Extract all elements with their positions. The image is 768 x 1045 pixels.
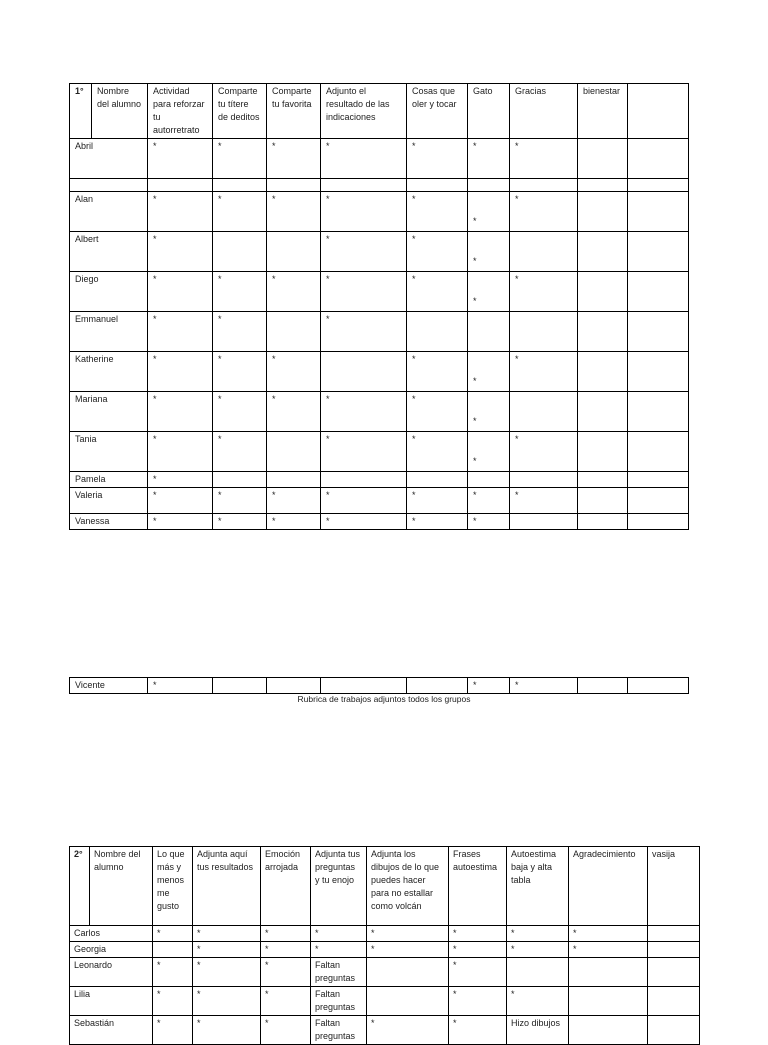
student-name: Katherine — [70, 352, 148, 392]
mark-cell — [628, 472, 689, 488]
mark-cell — [407, 472, 468, 488]
student-name: Alan — [70, 192, 148, 232]
mark-cell: * — [407, 272, 468, 312]
mark-cell: * — [510, 678, 578, 694]
mark-cell: * — [321, 232, 407, 272]
mark-cell — [628, 272, 689, 312]
column-header: Lo que más y menos me gusto — [153, 847, 193, 926]
mark-cell — [267, 312, 321, 352]
mark-cell: * — [321, 432, 407, 472]
mark-cell — [648, 958, 700, 987]
student-name: Tania — [70, 432, 148, 472]
mark-cell: * — [321, 392, 407, 432]
table-header-row — [70, 847, 700, 926]
table-row — [70, 432, 689, 472]
mark-cell — [569, 958, 648, 987]
mark-cell: * — [261, 958, 311, 987]
student-name: Lilia — [70, 987, 153, 1016]
column-header: Cosas que oler y tocar — [407, 84, 468, 139]
mark-cell — [628, 514, 689, 530]
mark-cell: * — [321, 514, 407, 530]
mark-cell: * — [468, 139, 510, 179]
mark-cell — [578, 472, 628, 488]
student-name: Pamela — [70, 472, 148, 488]
mark-cell: * — [321, 312, 407, 352]
mark-cell: * — [193, 958, 261, 987]
mark-cell — [321, 678, 407, 694]
mark-cell: Faltan preguntas — [311, 987, 367, 1016]
mark-cell — [367, 987, 449, 1016]
column-header: Frases autoestima — [449, 847, 507, 926]
mark-cell: * — [367, 1016, 449, 1045]
mark-cell: * — [407, 488, 468, 514]
mark-cell: * — [449, 958, 507, 987]
student-name: Valeria — [70, 488, 148, 514]
mark-cell — [578, 232, 628, 272]
mark-cell: * — [468, 352, 510, 392]
mark-cell: * — [407, 432, 468, 472]
mark-cell: * — [510, 432, 578, 472]
mark-cell — [510, 472, 578, 488]
mark-cell — [578, 312, 628, 352]
mark-cell — [648, 987, 700, 1016]
student-name: Albert — [70, 232, 148, 272]
mark-cell: * — [193, 942, 261, 958]
mark-cell: * — [468, 272, 510, 312]
mark-cell: * — [507, 942, 569, 958]
mark-cell — [267, 432, 321, 472]
mark-cell: * — [193, 1016, 261, 1045]
mark-cell: * — [261, 987, 311, 1016]
table-row — [70, 139, 689, 179]
column-header: Nombre del alumno — [90, 847, 153, 926]
mark-cell: * — [321, 488, 407, 514]
mark-cell: * — [569, 926, 648, 942]
mark-cell: * — [507, 987, 569, 1016]
mark-cell: * — [367, 926, 449, 942]
mark-cell — [407, 678, 468, 694]
mark-cell: * — [407, 352, 468, 392]
table-row — [70, 1016, 700, 1045]
table-caption: Rubrica de trabajos adjuntos todos los grupos — [297, 694, 471, 704]
mark-cell: * — [468, 514, 510, 530]
column-header: Adjunta aquí tus resultados — [193, 847, 261, 926]
empty-cell — [468, 179, 510, 192]
mark-cell: * — [193, 926, 261, 942]
mark-cell: * — [148, 392, 213, 432]
student-name: Vanessa — [70, 514, 148, 530]
empty-cell — [578, 179, 628, 192]
table-row — [70, 926, 700, 942]
column-header: Gracias — [510, 84, 578, 139]
empty-cell — [407, 179, 468, 192]
mark-cell: * — [213, 139, 267, 179]
column-header: Actividad para reforzar tu autorretrato — [148, 84, 213, 139]
mark-cell — [510, 232, 578, 272]
column-header: Comparte tu títere de deditos — [213, 84, 267, 139]
table-row — [70, 678, 689, 694]
mark-cell: * — [510, 139, 578, 179]
mark-cell — [648, 926, 700, 942]
empty-cell — [321, 179, 407, 192]
table-row — [70, 488, 689, 514]
mark-cell — [578, 352, 628, 392]
mark-cell: * — [449, 1016, 507, 1045]
column-header: Nombre del alumno — [92, 84, 148, 139]
mark-cell: * — [449, 942, 507, 958]
table-header-row — [70, 84, 689, 139]
column-header: Adjunta tus preguntas y tu enojo — [311, 847, 367, 926]
empty-cell — [628, 179, 689, 192]
column-header: bienestar — [578, 84, 628, 139]
mark-cell — [578, 678, 628, 694]
mark-cell: * — [148, 232, 213, 272]
mark-cell: * — [267, 352, 321, 392]
mark-cell: * — [407, 392, 468, 432]
column-header: vasija — [648, 847, 700, 926]
mark-cell: * — [213, 192, 267, 232]
mark-cell: * — [449, 926, 507, 942]
mark-cell: * — [148, 192, 213, 232]
grade-header: 1° — [70, 84, 92, 139]
column-header: Agradecimiento — [569, 847, 648, 926]
mark-cell — [628, 139, 689, 179]
mark-cell: * — [321, 272, 407, 312]
mark-cell — [628, 488, 689, 514]
mark-cell — [153, 942, 193, 958]
grade-header: 2° — [70, 847, 90, 926]
table-row — [70, 352, 689, 392]
mark-cell: * — [213, 272, 267, 312]
mark-cell — [578, 392, 628, 432]
mark-cell — [648, 1016, 700, 1045]
table-row — [70, 514, 689, 530]
mark-cell — [321, 472, 407, 488]
mark-cell: * — [261, 942, 311, 958]
table-row — [70, 192, 689, 232]
mark-cell — [628, 192, 689, 232]
table-row — [70, 272, 689, 312]
mark-cell — [578, 432, 628, 472]
mark-cell — [407, 312, 468, 352]
mark-cell: * — [468, 488, 510, 514]
table-row — [70, 232, 689, 272]
column-header — [628, 84, 689, 139]
mark-cell: Faltan preguntas — [311, 958, 367, 987]
mark-cell — [628, 678, 689, 694]
mark-cell — [213, 472, 267, 488]
mark-cell: * — [148, 472, 213, 488]
mark-cell: * — [213, 312, 267, 352]
table-row — [70, 958, 700, 987]
mark-cell — [213, 232, 267, 272]
student-name: Sebastián — [70, 1016, 153, 1045]
mark-cell — [213, 678, 267, 694]
empty-cell — [70, 179, 148, 192]
mark-cell: Hizo dibujos — [507, 1016, 569, 1045]
column-header: Emoción arrojada — [261, 847, 311, 926]
mark-cell: * — [148, 488, 213, 514]
empty-cell — [148, 179, 213, 192]
mark-cell: * — [148, 678, 213, 694]
mark-cell — [507, 958, 569, 987]
mark-cell: * — [468, 192, 510, 232]
mark-cell: * — [148, 432, 213, 472]
column-header: Gato — [468, 84, 510, 139]
mark-cell: * — [468, 432, 510, 472]
student-name: Emmanuel — [70, 312, 148, 352]
mark-cell: * — [569, 942, 648, 958]
mark-cell — [569, 1016, 648, 1045]
mark-cell — [569, 987, 648, 1016]
mark-cell: * — [407, 192, 468, 232]
mark-cell: * — [148, 139, 213, 179]
column-header: Adjunta los dibujos de lo que puedes hacer para no estallar como volcán — [367, 847, 449, 926]
mark-cell: * — [507, 926, 569, 942]
mark-cell: * — [267, 139, 321, 179]
student-name: Vicente — [70, 678, 148, 694]
mark-cell: * — [510, 352, 578, 392]
mark-cell — [578, 139, 628, 179]
rubric-table-second-grade — [69, 846, 700, 1045]
table-row — [70, 942, 700, 958]
mark-cell: * — [267, 272, 321, 312]
mark-cell: * — [367, 942, 449, 958]
column-header: Comparte tu favorita — [267, 84, 321, 139]
mark-cell: * — [153, 926, 193, 942]
rubric-table-first-grade — [69, 83, 689, 530]
mark-cell: * — [213, 514, 267, 530]
mark-cell: * — [261, 926, 311, 942]
mark-cell — [578, 272, 628, 312]
mark-cell: * — [510, 272, 578, 312]
mark-cell: * — [148, 514, 213, 530]
mark-cell: * — [193, 987, 261, 1016]
student-name: Georgia — [70, 942, 153, 958]
mark-cell: * — [267, 192, 321, 232]
mark-cell: * — [407, 514, 468, 530]
mark-cell: * — [213, 352, 267, 392]
mark-cell: * — [510, 488, 578, 514]
student-name: Abril — [70, 139, 148, 179]
mark-cell: * — [468, 678, 510, 694]
mark-cell: * — [468, 392, 510, 432]
mark-cell — [510, 514, 578, 530]
mark-cell: * — [267, 488, 321, 514]
mark-cell: * — [148, 272, 213, 312]
mark-cell — [628, 432, 689, 472]
mark-cell — [267, 472, 321, 488]
mark-cell — [510, 392, 578, 432]
mark-cell: * — [213, 432, 267, 472]
mark-cell: * — [311, 926, 367, 942]
mark-cell — [578, 488, 628, 514]
mark-cell: * — [153, 987, 193, 1016]
mark-cell: * — [213, 488, 267, 514]
column-header: Autoestima baja y alta tabla — [507, 847, 569, 926]
mark-cell — [578, 192, 628, 232]
mark-cell: * — [148, 352, 213, 392]
mark-cell: Faltan preguntas — [311, 1016, 367, 1045]
mark-cell: * — [321, 139, 407, 179]
mark-cell: * — [153, 1016, 193, 1045]
mark-cell: * — [267, 514, 321, 530]
mark-cell — [321, 352, 407, 392]
mark-cell: * — [407, 232, 468, 272]
mark-cell: * — [407, 139, 468, 179]
mark-cell — [628, 232, 689, 272]
table-row — [70, 987, 700, 1016]
rubric-table-first-grade-continued — [69, 677, 689, 694]
empty-cell — [213, 179, 267, 192]
student-name: Diego — [70, 272, 148, 312]
mark-cell — [468, 312, 510, 352]
student-name: Carlos — [70, 926, 153, 942]
mark-cell — [628, 352, 689, 392]
student-name: Leonardo — [70, 958, 153, 987]
mark-cell — [267, 678, 321, 694]
student-name: Mariana — [70, 392, 148, 432]
mark-cell: * — [449, 987, 507, 1016]
mark-cell — [648, 942, 700, 958]
mark-cell: * — [510, 192, 578, 232]
mark-cell: * — [148, 312, 213, 352]
mark-cell — [628, 312, 689, 352]
spacer-row — [70, 179, 689, 192]
mark-cell: * — [321, 192, 407, 232]
mark-cell — [367, 958, 449, 987]
empty-cell — [510, 179, 578, 192]
column-header: Adjunto el resultado de las indicaciones — [321, 84, 407, 139]
mark-cell — [267, 232, 321, 272]
mark-cell: * — [153, 958, 193, 987]
empty-cell — [267, 179, 321, 192]
mark-cell — [578, 514, 628, 530]
mark-cell — [468, 472, 510, 488]
mark-cell: * — [311, 942, 367, 958]
mark-cell: * — [261, 1016, 311, 1045]
table-row — [70, 312, 689, 352]
table-row — [70, 392, 689, 432]
mark-cell: * — [213, 392, 267, 432]
mark-cell: * — [468, 232, 510, 272]
mark-cell — [510, 312, 578, 352]
table-row — [70, 472, 689, 488]
mark-cell — [628, 392, 689, 432]
mark-cell: * — [267, 392, 321, 432]
